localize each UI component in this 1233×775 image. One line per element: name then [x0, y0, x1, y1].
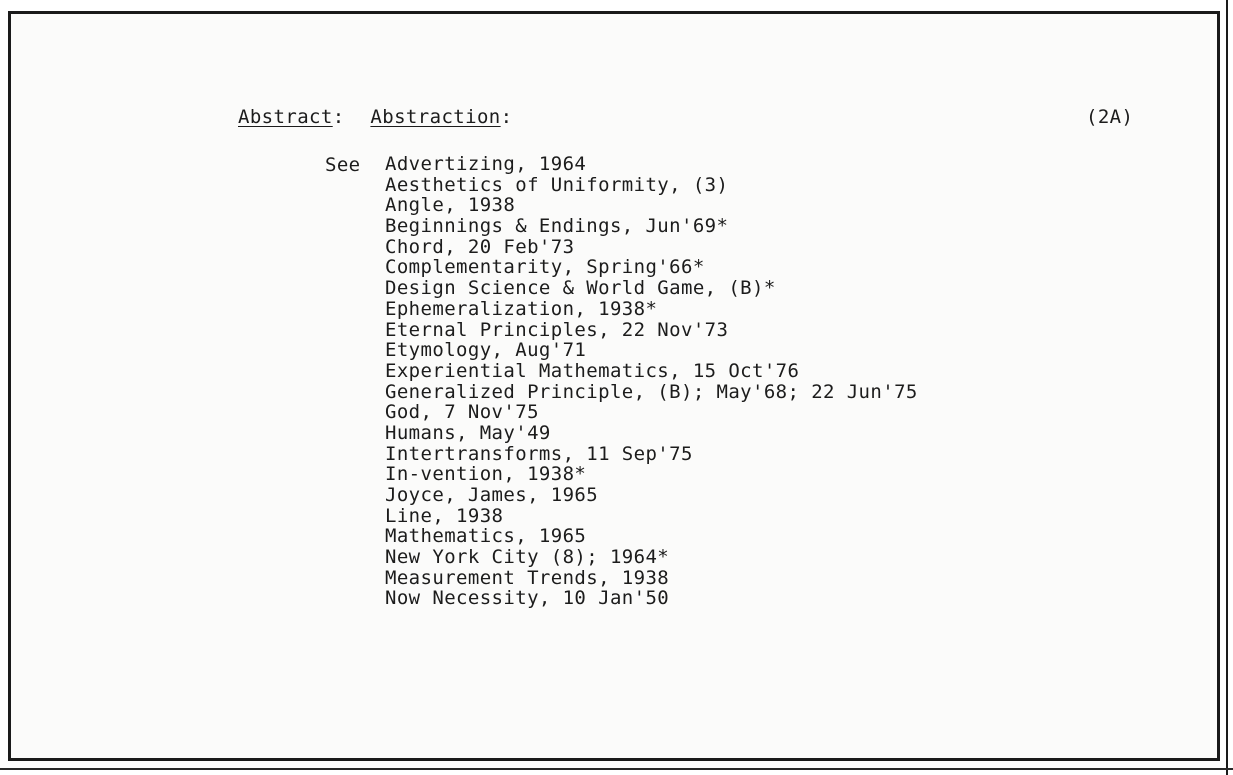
cross-reference-entry: Etymology, Aug'71 [385, 339, 587, 362]
cross-reference-entry: Joyce, James, 1965 [385, 484, 599, 506]
cross-reference-entry: Beginnings & Endings, Jun'69* [385, 215, 729, 238]
cross-reference-entry: Intertransforms, 11 Sep'75 [385, 442, 693, 465]
cross-reference-entry: Now Necessity, 10 Jan'50 [385, 587, 670, 610]
card-edge-right [1226, 0, 1228, 775]
heading-term-abstract: Abstract [238, 106, 333, 128]
cross-reference-entry: Chord, 20 Feb'73 [385, 235, 575, 258]
cross-reference-entry: New York City (8); 1964* [385, 546, 670, 569]
cross-reference-entry: Complementarity, Spring'66* [385, 256, 705, 279]
cross-reference-entry: Generalized Principle, (B); May'68; 22 Jun'75 [385, 380, 918, 403]
card-edge-bottom [0, 768, 1233, 770]
see-label: See [325, 154, 361, 176]
heading-term-abstraction: Abstraction [370, 106, 501, 128]
cross-reference-entry: Design Science & World Game, (B)* [385, 277, 776, 300]
heading-separator-2: : [500, 106, 513, 128]
cross-reference-entry: Advertizing, 1964 [385, 153, 587, 175]
cross-reference-entry: Humans, May'49 [385, 421, 551, 444]
card-number: (2A) [1086, 106, 1134, 128]
cross-reference-entry: In-vention, 1938* [385, 463, 587, 486]
cross-reference-list [385, 154, 918, 609]
cross-reference-entry: Eternal Principles, 22 Nov'73 [385, 318, 729, 341]
cross-reference-entry: Ephemeralization, 1938* [385, 297, 658, 320]
cross-reference-entry: Line, 1938 [385, 504, 504, 527]
cross-reference-entry: Angle, 1938 [385, 194, 516, 217]
cross-reference-entry: Experiential Mathematics, 15 Oct'76 [385, 359, 800, 382]
heading-separator: : [332, 106, 345, 128]
card-heading [238, 106, 512, 128]
cross-reference-entry: God, 7 Nov'75 [385, 401, 539, 424]
cross-reference-entry: Mathematics, 1965 [385, 525, 587, 548]
cross-reference-entry: Aesthetics of Uniformity, (3) [385, 173, 729, 196]
cross-reference-entry: Measurement Trends, 1938 [385, 566, 670, 589]
